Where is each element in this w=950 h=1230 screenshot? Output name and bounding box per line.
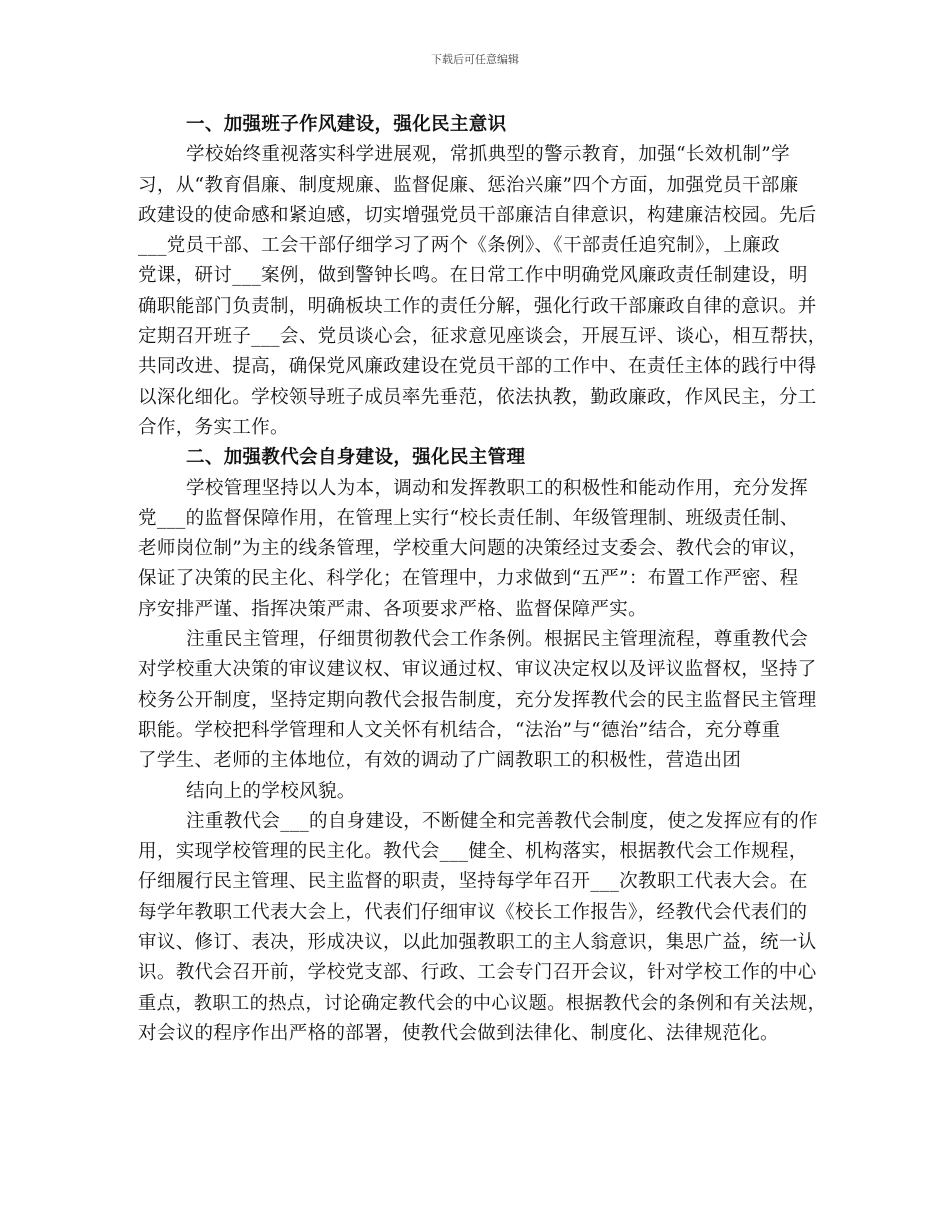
paragraph-line: 重点，教职工的热点，讨论确定教代会的中心议题。根据教代会的条例和有关法规， [138, 992, 827, 1014]
paragraph-line: 合作，务实工作。 [138, 416, 289, 438]
paragraph-line: 学校管理坚持以人为本，调动和发挥教职工的积极性和能动作用，充分发挥 [186, 477, 809, 499]
paragraph-line: 注重教代会___的自身建设，不断健全和完善教代会制度，使之发挥应有的作 [186, 810, 819, 832]
paragraph-line: 保证了决策的民主化、科学化；在管理中，力求做到“五严”：布置工作严密、程 [138, 568, 799, 590]
paragraph-line: 确职能部门负责制，明确板块工作的责任分解，强化行政干部廉政自律的意识。并 [138, 295, 817, 317]
paragraph-line: 仔细履行民主管理、民主监督的职责，坚持每学年召开___次教职工代表大会。在 [138, 871, 808, 893]
paragraph-line: 了学生、老师的主体地位，有效的调动了广阔教职工的积极性，营造出团 [138, 750, 742, 772]
paragraph-line: 对学校重大决策的审议建议权、审议通过权、审议决定权以及评议监督权，坚持了 [138, 659, 817, 681]
paragraph-line: 对会议的程序作出严格的部署，使教代会做到法律化、制度化、法律规范化。 [138, 1022, 779, 1044]
paragraph-line: 政建设的使命感和紧迫感，切实增强党员干部廉洁自律意识，构建廉洁校园。先后 [138, 204, 817, 226]
section-heading: 一、加强班子作风建设，强化民主意识 [186, 114, 507, 135]
paragraph-line: 序安排严谨、指挥决策严肃、各项要求严格、监督保障严实。 [138, 598, 647, 620]
paragraph-line: 学校始终重视落实科学进展观，常抓典型的警示教育，加强“长效机制”学 [186, 144, 790, 166]
paragraph-line: 习，从“教育倡廉、制度规廉、监督促廉、惩治兴廉”四个方面，加强党员干部廉 [138, 174, 799, 196]
paragraph-line: 识。教代会召开前，学校党支部、行政、工会专门召开会议，针对学校工作的中心 [138, 962, 817, 984]
paragraph-line: 共同改进、提高，确保党风廉政建设在党员干部的工作中、在责任主体的践行中得 [138, 356, 817, 378]
page-header-note: 下载后可任意编辑 [431, 53, 519, 66]
document-body [138, 110, 828, 1049]
paragraph-line: 校务公开制度，坚持定期向教代会报告制度，充分发挥教代会的民主监督民主管理 [138, 689, 817, 711]
paragraph-line: ___党员干部、工会干部仔细学习了两个《条例》、《干部责任追究制》，上廉政 [138, 235, 780, 257]
paragraph-line: 定期召开班子___会、党员谈心会，征求意见座谈会，开展互评、谈心，相互帮扶， [138, 326, 827, 348]
paragraph-line: 党课，研讨___案例，做到警钟长鸣。在日常工作中明确党风廉政责任制建设，明 [138, 265, 808, 287]
paragraph-line: 老师岗位制”为主的线条管理，学校重大问题的决策经过支委会、教代会的审议， [138, 538, 808, 560]
paragraph-line: 结向上的学校风貌。 [186, 780, 356, 802]
paragraph-line: 以深化细化。学校领导班子成员率先垂范，依法执教，勤政廉政，作风民主，分工 [138, 386, 817, 408]
paragraph-line: 审议、修订、表决，形成决议，以此加强教职工的主人翁意识，集思广益，统一认 [138, 932, 817, 954]
section-heading: 二、加强教代会自身建设，强化民主管理 [186, 447, 526, 469]
paragraph-line: 党___的监督保障作用，在管理上实行“校长责任制、年级管理制、班级责任制、 [138, 507, 799, 529]
paragraph-line: 用，实现学校管理的民主化。教代会___健全、机构落实，根据教代会工作规程， [138, 841, 808, 863]
paragraph-line: 注重民主管理，仔细贯彻教代会工作条例。根据民主管理流程，尊重教代会 [186, 629, 809, 651]
paragraph-line: 职能。学校把科学管理和人文关怀有机结合，“法治”与“德治”结合，充分尊重 [138, 719, 781, 741]
paragraph-line: 每学年教职工代表大会上，代表们仔细审议《校长工作报告》，经教代会代表们的 [138, 901, 808, 923]
